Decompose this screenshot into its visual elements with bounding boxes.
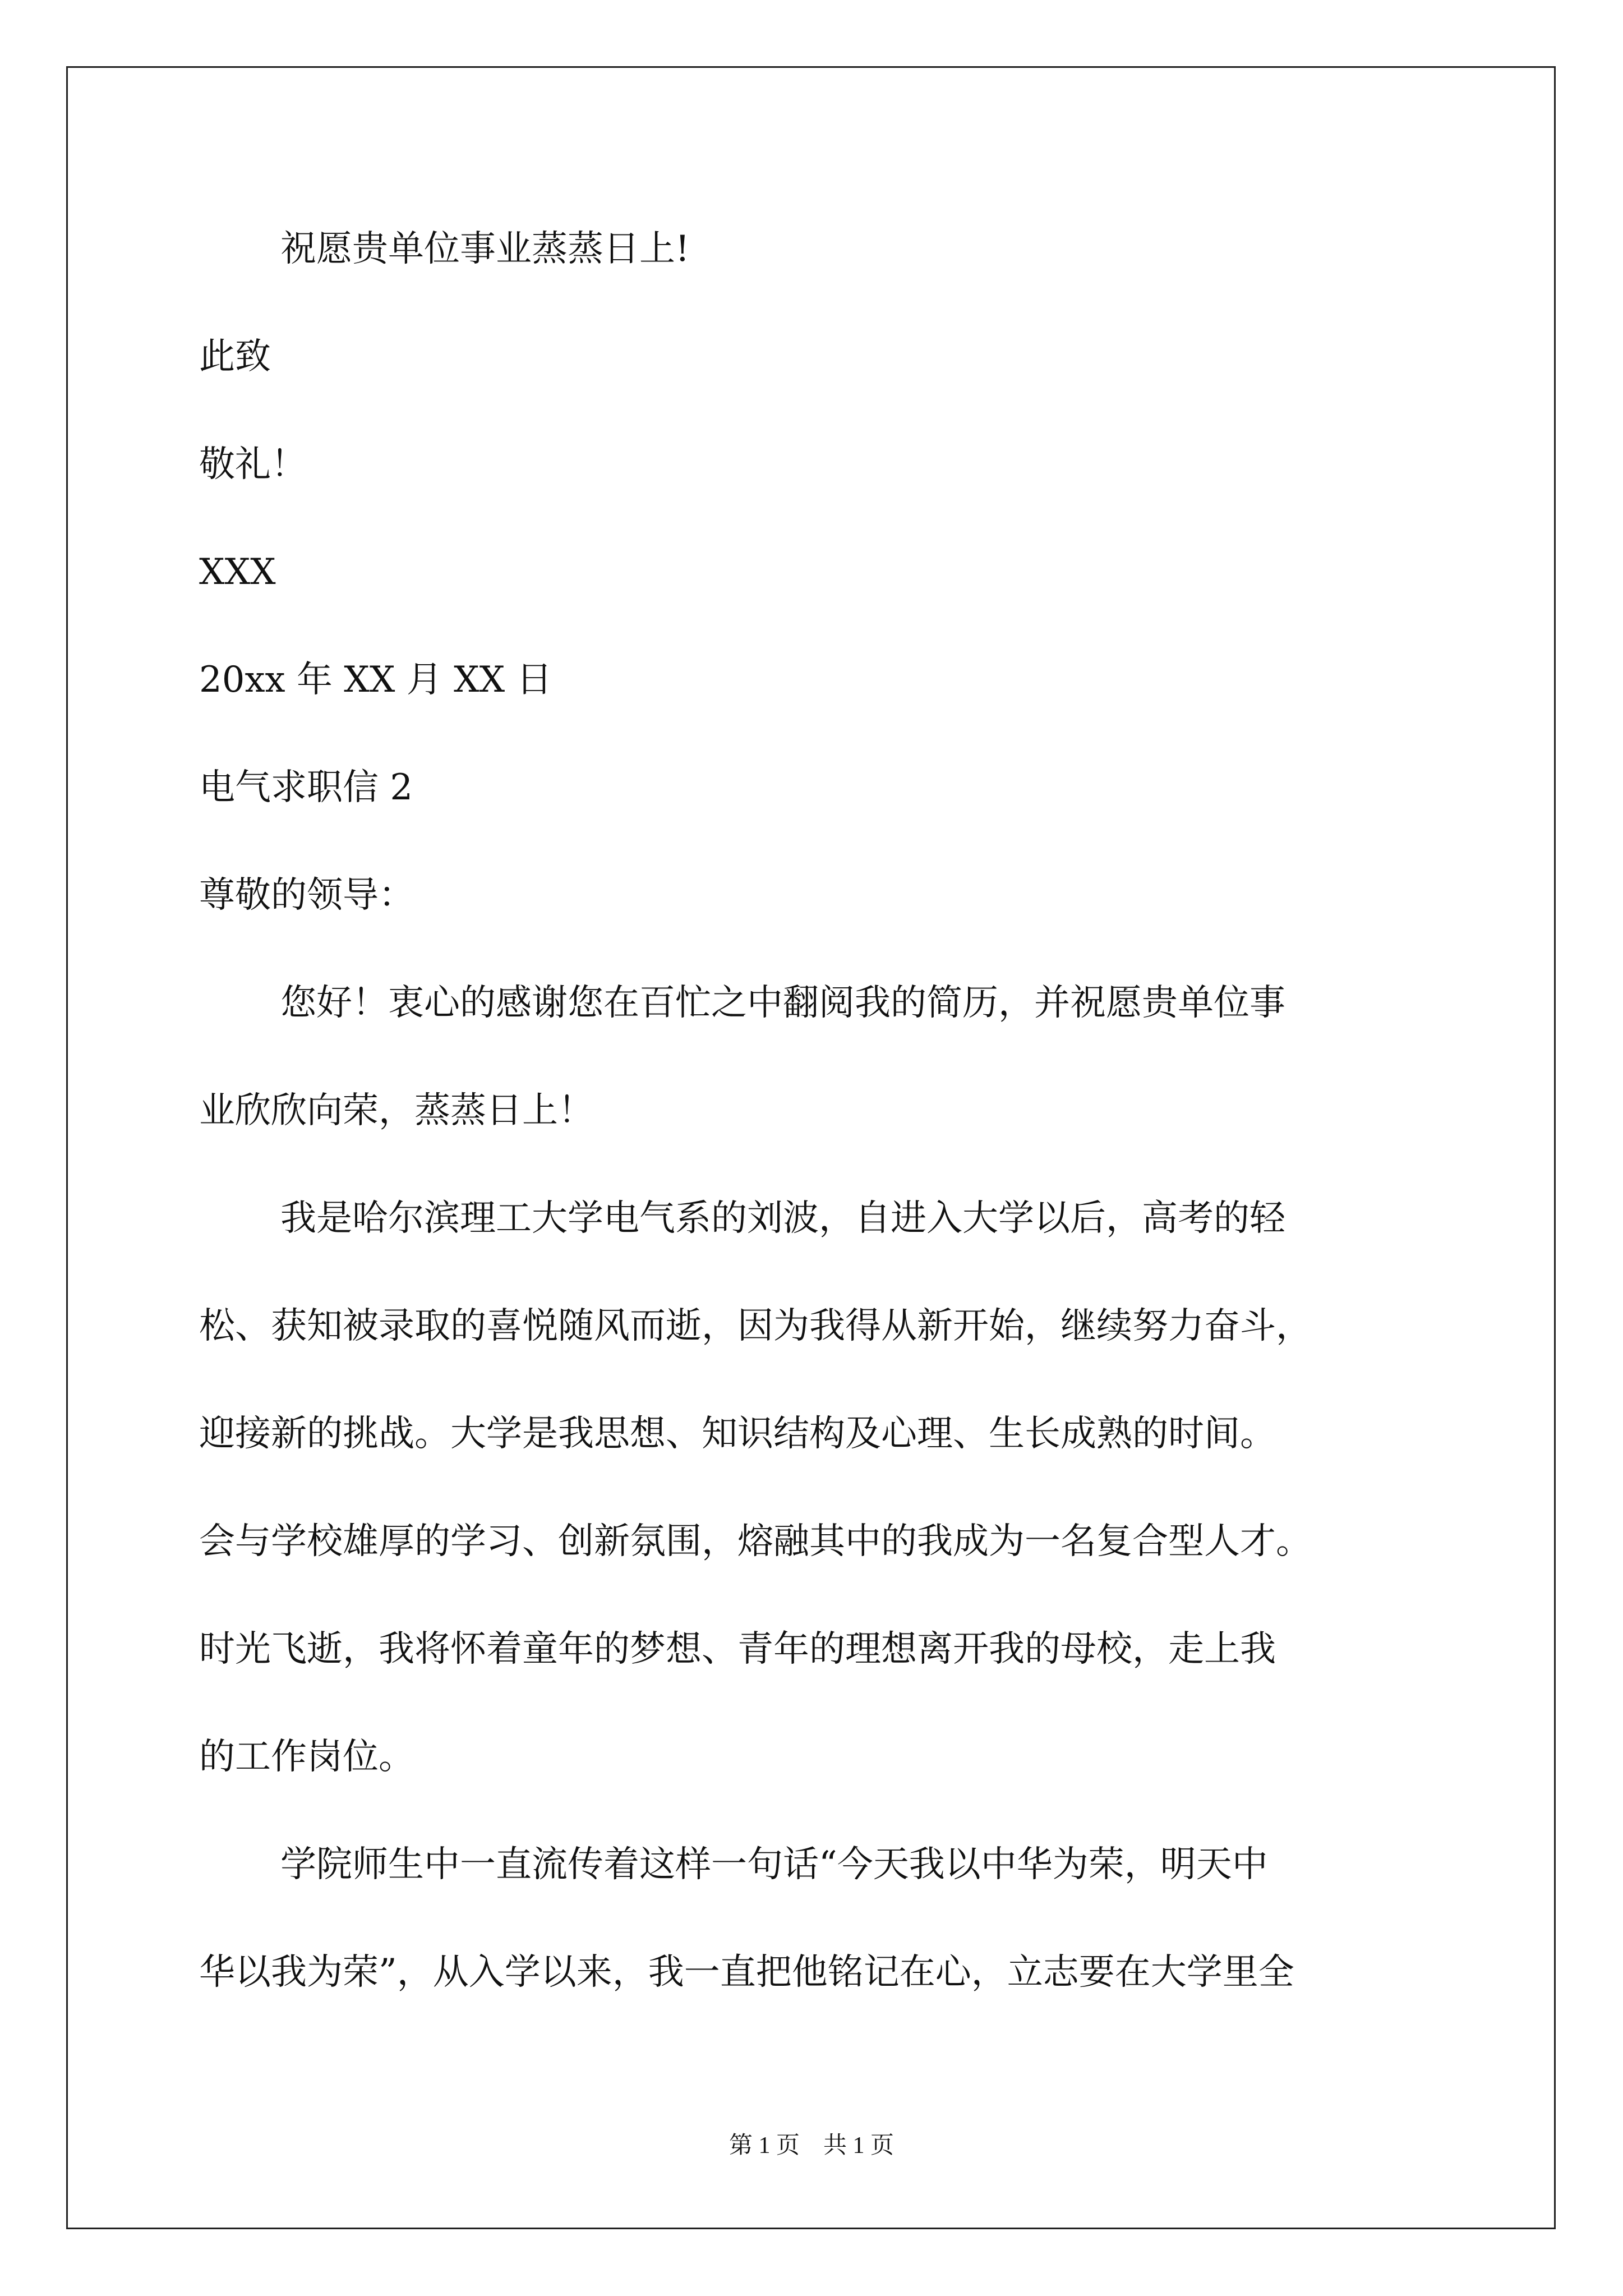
section-title: 电气求职信 2 [199, 767, 413, 808]
paragraph-1-line-2: 业欣欣向荣，蒸蒸日上！ [199, 1090, 594, 1131]
salutation-cizhi: 此致 [199, 336, 271, 378]
paragraph-2-line-1: 我是哈尔滨理工大学电气系的刘波，自进入大学以后，高考的轻 [280, 1198, 1285, 1239]
signature-date: 20xx 年 XX 月 XX 日 [199, 659, 552, 701]
page-frame [66, 66, 1556, 2229]
paragraph-2-line-3: 迎接新的挑战。大学是我思想、知识结构及心理、生长成熟的时间。 [199, 1413, 1276, 1455]
closing-wish: 祝愿贵单位事业蒸蒸日上! [280, 228, 690, 270]
paragraph-1-line-1: 您好！衷心的感谢您在百忙之中翻阅我的简历，并祝愿贵单位事 [280, 982, 1285, 1024]
greeting: 尊敬的领导： [199, 875, 414, 916]
paragraph-2-line-6: 的工作岗位。 [199, 1736, 414, 1778]
paragraph-3-line-1: 学院师生中一直流传着这样一句话“今天我以中华为荣，明天中 [280, 1844, 1268, 1885]
paragraph-3-line-2: 华以我为荣”，从入学以来，我一直把他铭记在心，立志要在大学里全 [199, 1952, 1294, 1993]
salutation-jingli: 敬礼！ [199, 444, 307, 485]
paragraph-2-line-4: 会与学校雄厚的学习、创新氛围，熔融其中的我成为一名复合型人才。 [199, 1521, 1312, 1562]
paragraph-2-line-5: 时光飞逝，我将怀着童年的梦想、青年的理想离开我的母校，走上我 [199, 1628, 1276, 1670]
signature-name: XXX [199, 551, 276, 593]
page-number-footer: 第 1 页 共 1 页 [728, 2133, 894, 2159]
paragraph-2-line-2: 松、获知被录取的喜悦随风而逝，因为我得从新开始，继续努力奋斗， [199, 1305, 1312, 1347]
